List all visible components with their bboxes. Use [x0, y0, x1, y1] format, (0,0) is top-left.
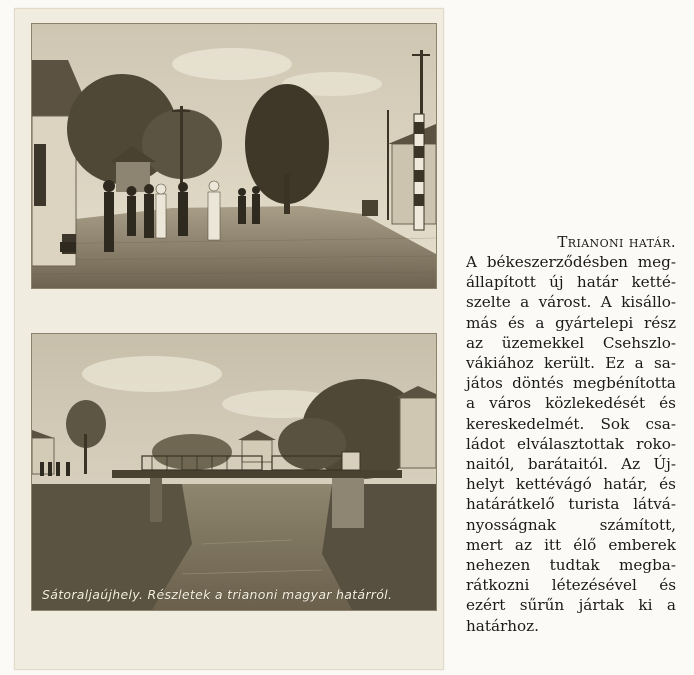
- article-line: [466, 535, 676, 555]
- article-word: nyosságnak: [466, 515, 556, 534]
- article-word: kettévágó: [515, 475, 592, 494]
- article-word: létezésével: [551, 576, 637, 595]
- article-word: látvá-: [633, 495, 676, 514]
- article-line: [466, 595, 676, 615]
- article-word: a: [535, 313, 545, 332]
- article-line: [466, 252, 676, 272]
- article-line: [466, 616, 676, 636]
- article-line: [466, 494, 676, 514]
- article-word: emberek: [608, 535, 676, 554]
- article-word: üzemekkel: [501, 333, 585, 352]
- article-word: a: [666, 596, 676, 615]
- street-scene-illustration: [32, 24, 436, 288]
- article-word: roko-: [636, 434, 676, 453]
- article-word: és: [507, 313, 525, 332]
- article-body: [466, 252, 676, 636]
- article-word: ezért: [466, 596, 506, 615]
- article-word: rész: [643, 313, 676, 332]
- article-word: város: [489, 394, 531, 413]
- article-line: [466, 393, 676, 413]
- article-line: [466, 575, 676, 595]
- article-word: jártak: [578, 596, 624, 615]
- article-word: szelte: [466, 293, 511, 312]
- article-word: döntés: [512, 374, 564, 393]
- article-word: ki: [638, 596, 653, 615]
- article-line: [466, 313, 676, 333]
- article-word: meg-: [637, 253, 676, 271]
- article-word: kereskedelmét.: [466, 414, 585, 433]
- article: [466, 232, 676, 636]
- article-word: tudtak: [549, 556, 600, 575]
- article-line: [466, 474, 676, 494]
- article-word: és: [659, 576, 676, 595]
- article-word: barátaitól.: [527, 455, 608, 474]
- article-word: rátkozni: [466, 576, 530, 595]
- article-line: [466, 292, 676, 312]
- border-street-photo: [31, 23, 437, 289]
- article-line: [466, 555, 676, 575]
- article-word: közlekedését: [545, 394, 646, 413]
- article-word: ládot: [466, 434, 505, 453]
- article-word: határátkelő: [466, 495, 555, 514]
- article-word: határ: [576, 273, 619, 292]
- article-word: állapított: [466, 273, 536, 292]
- article-word: itt: [544, 535, 562, 554]
- article-word: ketté-: [631, 273, 676, 292]
- article-word: Az: [621, 455, 641, 474]
- article-word: Sok: [600, 414, 630, 433]
- article-word: került.: [543, 354, 595, 373]
- article-word: élő: [573, 535, 597, 554]
- article-line: [466, 373, 676, 393]
- article-word: más: [466, 313, 498, 332]
- article-line: [466, 272, 676, 292]
- article-word: Csehszlo-: [602, 333, 676, 352]
- article-line: [466, 515, 676, 535]
- article-word: új: [549, 273, 564, 292]
- article-line: [466, 333, 676, 353]
- article-word: megba-: [618, 556, 676, 575]
- article-word: sa-: [654, 354, 676, 373]
- article-word: határhoz.: [466, 616, 540, 635]
- article-line: [466, 414, 676, 434]
- article-word: játos: [466, 374, 503, 393]
- article-line: [466, 434, 676, 454]
- article-word: határ,: [603, 475, 648, 494]
- article-word: Új-: [653, 455, 676, 474]
- article-word: és: [659, 394, 676, 413]
- article-word: gyártelepi: [555, 313, 634, 332]
- article-title: Trianoni határ.: [557, 233, 676, 251]
- article-word: kisállo-: [621, 293, 676, 312]
- article-word: A: [466, 253, 477, 271]
- article-word: várost.: [538, 293, 592, 312]
- article-word: Ez: [605, 354, 625, 373]
- article-word: számított,: [599, 515, 676, 534]
- bridge-scene-illustration: [32, 334, 436, 610]
- article-word: megbénította: [573, 374, 676, 393]
- article-word: sűrűn: [519, 596, 565, 615]
- article-word: mert: [466, 535, 503, 554]
- article-line: [466, 454, 676, 474]
- article-word: turista: [568, 495, 620, 514]
- bridge-photo: [31, 333, 437, 611]
- article-word: az: [466, 333, 484, 352]
- border-barrier-pole: [414, 114, 424, 230]
- article-word: vákiához: [466, 354, 534, 373]
- article-word: a: [634, 354, 644, 373]
- article-line: [466, 353, 676, 373]
- article-word: békeszerződésben: [486, 253, 628, 271]
- article-word: naitól,: [466, 455, 515, 474]
- article-word: csa-: [645, 414, 676, 433]
- article-word: az: [514, 535, 532, 554]
- article-word: a: [466, 394, 476, 413]
- article-word: A: [600, 293, 612, 312]
- article-word: helyt: [466, 475, 505, 494]
- postcard-caption: Sátoraljaújhely. Részletek a trianoni magyar határról.: [42, 587, 393, 602]
- postcard: [14, 8, 444, 670]
- article-word: a: [520, 293, 530, 312]
- article-word: elválasztottak: [517, 434, 624, 453]
- article-word: és: [659, 475, 676, 494]
- article-word: nehezen: [466, 556, 531, 575]
